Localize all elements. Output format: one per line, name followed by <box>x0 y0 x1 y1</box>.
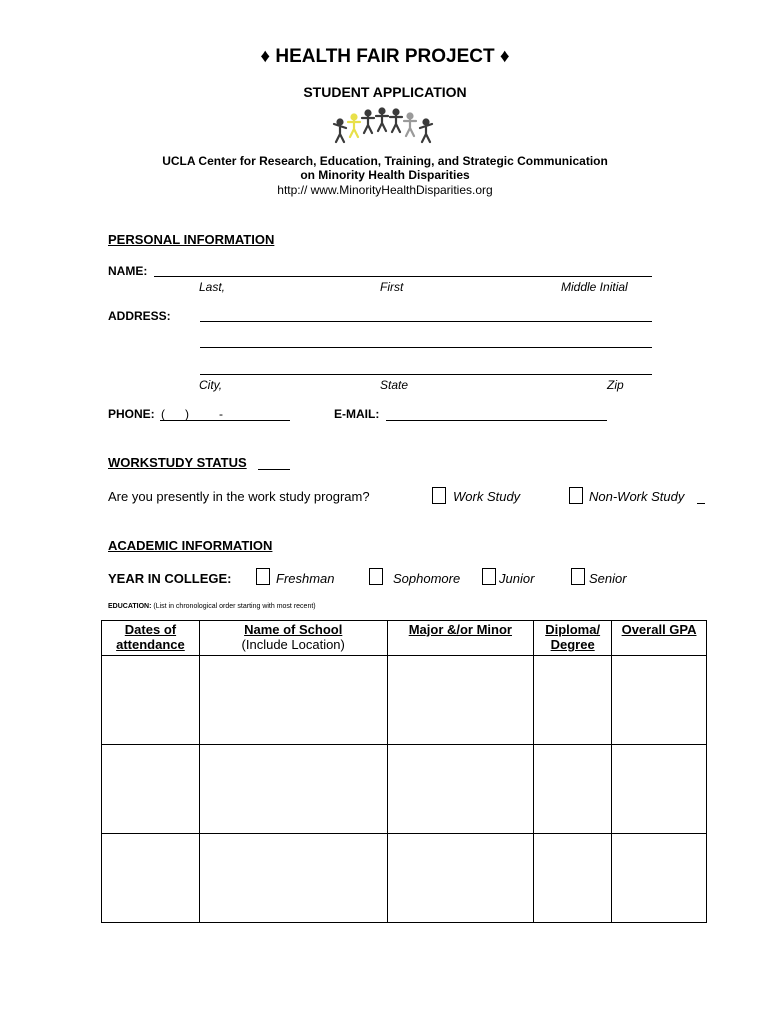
table-cell[interactable] <box>102 745 200 834</box>
table-cell[interactable] <box>387 834 534 923</box>
table-cell[interactable] <box>534 656 612 745</box>
academic-heading: ACADEMIC INFORMATION <box>108 538 273 553</box>
col-header-school-line2: (Include Location) <box>241 637 345 652</box>
table-cell[interactable] <box>199 834 387 923</box>
address-hint-city: City, <box>199 378 223 392</box>
table-row <box>102 834 707 923</box>
sophomore-option: Sophomore <box>393 571 461 586</box>
people-circle-logo <box>330 106 440 146</box>
table-cell[interactable] <box>612 656 707 745</box>
junior-option: Junior <box>499 571 535 586</box>
education-table <box>101 620 707 923</box>
senior-option: Senior <box>589 571 627 586</box>
col-header-school <box>199 621 387 656</box>
col-header-major-line1: Major &/or Minor <box>408 622 512 637</box>
name-hint-last: Last, <box>199 280 226 294</box>
col-header-gpa-line1: Overall GPA <box>621 622 697 637</box>
email-line[interactable] <box>386 420 607 421</box>
freshman-checkbox[interactable] <box>256 568 270 585</box>
sophomore-checkbox[interactable] <box>369 568 383 585</box>
address-line-2[interactable] <box>200 347 652 348</box>
work-study-checkbox[interactable] <box>432 487 446 504</box>
table-cell[interactable] <box>534 745 612 834</box>
table-cell[interactable] <box>612 834 707 923</box>
table-cell[interactable] <box>102 834 200 923</box>
non-work-study-option: Non-Work Study <box>589 489 685 504</box>
heading-underline-extension <box>258 469 290 470</box>
work-study-option: Work Study <box>453 489 521 504</box>
col-header-degree <box>534 621 612 656</box>
email-label: E-MAIL: <box>334 407 380 421</box>
name-line[interactable] <box>154 276 652 277</box>
col-header-major <box>387 621 534 656</box>
address-label: ADDRESS: <box>108 309 171 323</box>
col-header-school-line1: Name of School <box>244 622 343 637</box>
personal-info-heading: PERSONAL INFORMATION <box>108 232 275 247</box>
org-name-line1: UCLA Center for Research, Education, Training, and Strategic Communication <box>162 154 608 168</box>
table-cell[interactable] <box>199 745 387 834</box>
phone-label: PHONE: <box>108 407 155 421</box>
org-name-line2: on Minority Health Disparities <box>300 168 470 182</box>
name-label: NAME: <box>108 264 148 278</box>
table-cell[interactable] <box>387 656 534 745</box>
workstudy-question: Are you presently in the work study program? <box>108 489 370 504</box>
address-line-3[interactable] <box>200 374 652 375</box>
phone-format: ( ) - <box>161 407 223 421</box>
education-label-line <box>108 603 316 610</box>
education-note: (List in chronological order starting with most recent) <box>153 603 316 610</box>
address-line-1[interactable] <box>200 321 652 322</box>
col-header-degree-line2: Degree <box>550 637 595 652</box>
phone-line[interactable] <box>160 420 290 421</box>
col-header-dates-line2: attendance <box>116 637 185 652</box>
address-hint-zip: Zip <box>607 378 624 392</box>
name-hint-middle: Middle Initial <box>561 280 628 294</box>
col-header-dates <box>102 621 200 656</box>
col-header-gpa <box>612 621 707 656</box>
non-work-study-checkbox[interactable] <box>569 487 583 504</box>
col-header-degree-line1: Diploma/ <box>545 622 601 637</box>
table-cell[interactable] <box>102 656 200 745</box>
year-label: YEAR IN COLLEGE: <box>108 571 232 586</box>
table-header-row <box>102 621 707 656</box>
address-hint-state: State <box>380 378 409 392</box>
workstudy-heading: WORKSTUDY STATUS <box>108 455 247 470</box>
table-cell[interactable] <box>612 745 707 834</box>
table-row <box>102 745 707 834</box>
freshman-option: Freshman <box>276 571 335 586</box>
education-label: EDUCATION: <box>108 603 152 610</box>
table-cell[interactable] <box>387 745 534 834</box>
non-work-study-line <box>697 503 705 504</box>
table-row <box>102 656 707 745</box>
table-cell[interactable] <box>534 834 612 923</box>
table-cell[interactable] <box>199 656 387 745</box>
senior-checkbox[interactable] <box>571 568 585 585</box>
document-title: ♦ HEALTH FAIR PROJECT ♦ <box>260 46 510 67</box>
document-subtitle: STUDENT APPLICATION <box>303 84 467 100</box>
col-header-dates-line1: Dates of <box>124 622 177 637</box>
junior-checkbox[interactable] <box>482 568 496 585</box>
org-url: http:// www.MinorityHealthDisparities.org <box>277 183 493 197</box>
name-hint-first: First <box>380 280 404 294</box>
